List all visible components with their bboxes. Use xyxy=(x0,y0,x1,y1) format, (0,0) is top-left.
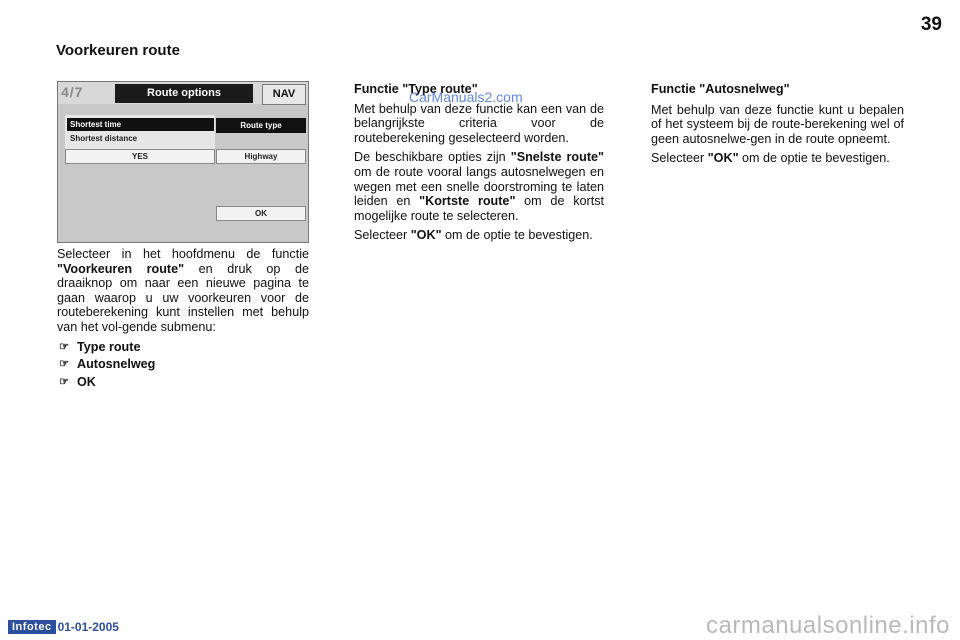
autosnelweg-paragraph-1: Met behulp van deze functie kunt u bepalen of het systeem bij de route-berekening wel of geen autosnelwe-gen in de route opneemt. xyxy=(651,102,904,146)
text-span: De beschikbare opties zijn xyxy=(354,150,511,165)
pointing-hand-icon: ☞ xyxy=(59,340,69,353)
ok-button[interactable]: OK xyxy=(216,206,306,221)
list-item-shortest-distance[interactable]: Shortest distance xyxy=(70,134,138,143)
text-bold: "Kortste route" xyxy=(419,194,516,209)
type-route-paragraph-1: Met behulp van deze functie kan een van de belangrijkste criteria voor de routeberekening geselecteerd worden. xyxy=(354,101,604,145)
submenu-label: OK xyxy=(77,374,96,389)
footer xyxy=(8,620,119,634)
type-route-column xyxy=(354,82,604,248)
type-route-paragraph-3 xyxy=(354,228,604,243)
intro-text-a: Selecteer in het hoofdmenu de functie xyxy=(57,247,309,261)
submenu-item xyxy=(57,375,309,390)
submenu-label: Type route xyxy=(77,339,141,354)
text-span: om de route vooral langs autosnelwegen en wegen met een snelle doorstroming te laten leiden en xyxy=(354,164,604,209)
text-bold: "Snelste route" xyxy=(510,150,604,165)
route-options-screen xyxy=(57,81,309,243)
text-span: om de optie te bevestigen. xyxy=(738,151,890,166)
list-item-shortest-time[interactable]: Shortest time xyxy=(67,118,214,131)
footer-site-watermark: carmanualsonline.info xyxy=(706,612,950,639)
submenu-item xyxy=(57,340,309,355)
intro-text-b: en druk op de draaiknop om naar een nieuwe pagina te gaan waarop u uw voorkeuren voor de routeberekening kunt instellen met behulp van het vol-gende submenu: xyxy=(57,261,309,334)
text-bold: "OK" xyxy=(707,151,739,166)
intro-column xyxy=(57,247,309,392)
pointing-hand-icon: ☞ xyxy=(59,375,69,388)
autosnelweg-paragraph-2 xyxy=(651,151,904,166)
screen-nav-tab[interactable]: NAV xyxy=(262,84,306,105)
type-route-heading: Functie "Type route" xyxy=(354,82,478,96)
type-route-paragraph-2 xyxy=(354,150,604,223)
screen-logo-icon: 4/7 xyxy=(61,84,84,100)
text-bold: "OK" xyxy=(410,228,442,243)
page-number: 39 xyxy=(920,14,942,35)
intro-paragraph xyxy=(57,247,309,335)
intro-text-bold: "Voorkeuren route" xyxy=(57,261,185,276)
highway-button[interactable]: Highway xyxy=(216,149,306,164)
infotec-logo: Infotec xyxy=(8,620,56,634)
screen-title: Route options xyxy=(115,84,253,103)
submenu-list xyxy=(57,340,309,390)
text-span: om de kortst mogelijke route te selecteren. xyxy=(354,194,604,223)
route-type-button[interactable]: Route type xyxy=(216,118,306,133)
text-span: Selecteer xyxy=(651,151,708,166)
footer-date: 01-01-2005 xyxy=(57,620,119,634)
page-title: Voorkeuren route xyxy=(56,42,180,59)
submenu-item xyxy=(57,357,309,372)
autosnelweg-column xyxy=(651,82,904,171)
text-span: om de optie te bevestigen. xyxy=(441,228,593,243)
submenu-label: Autosnelweg xyxy=(77,357,156,372)
yes-button[interactable]: YES xyxy=(65,149,215,164)
text-span: Selecteer xyxy=(354,228,411,243)
watermark: CarManuals2.com xyxy=(409,89,523,105)
autosnelweg-heading: Functie "Autosnelweg" xyxy=(651,82,790,96)
pointing-hand-icon: ☞ xyxy=(59,358,69,371)
